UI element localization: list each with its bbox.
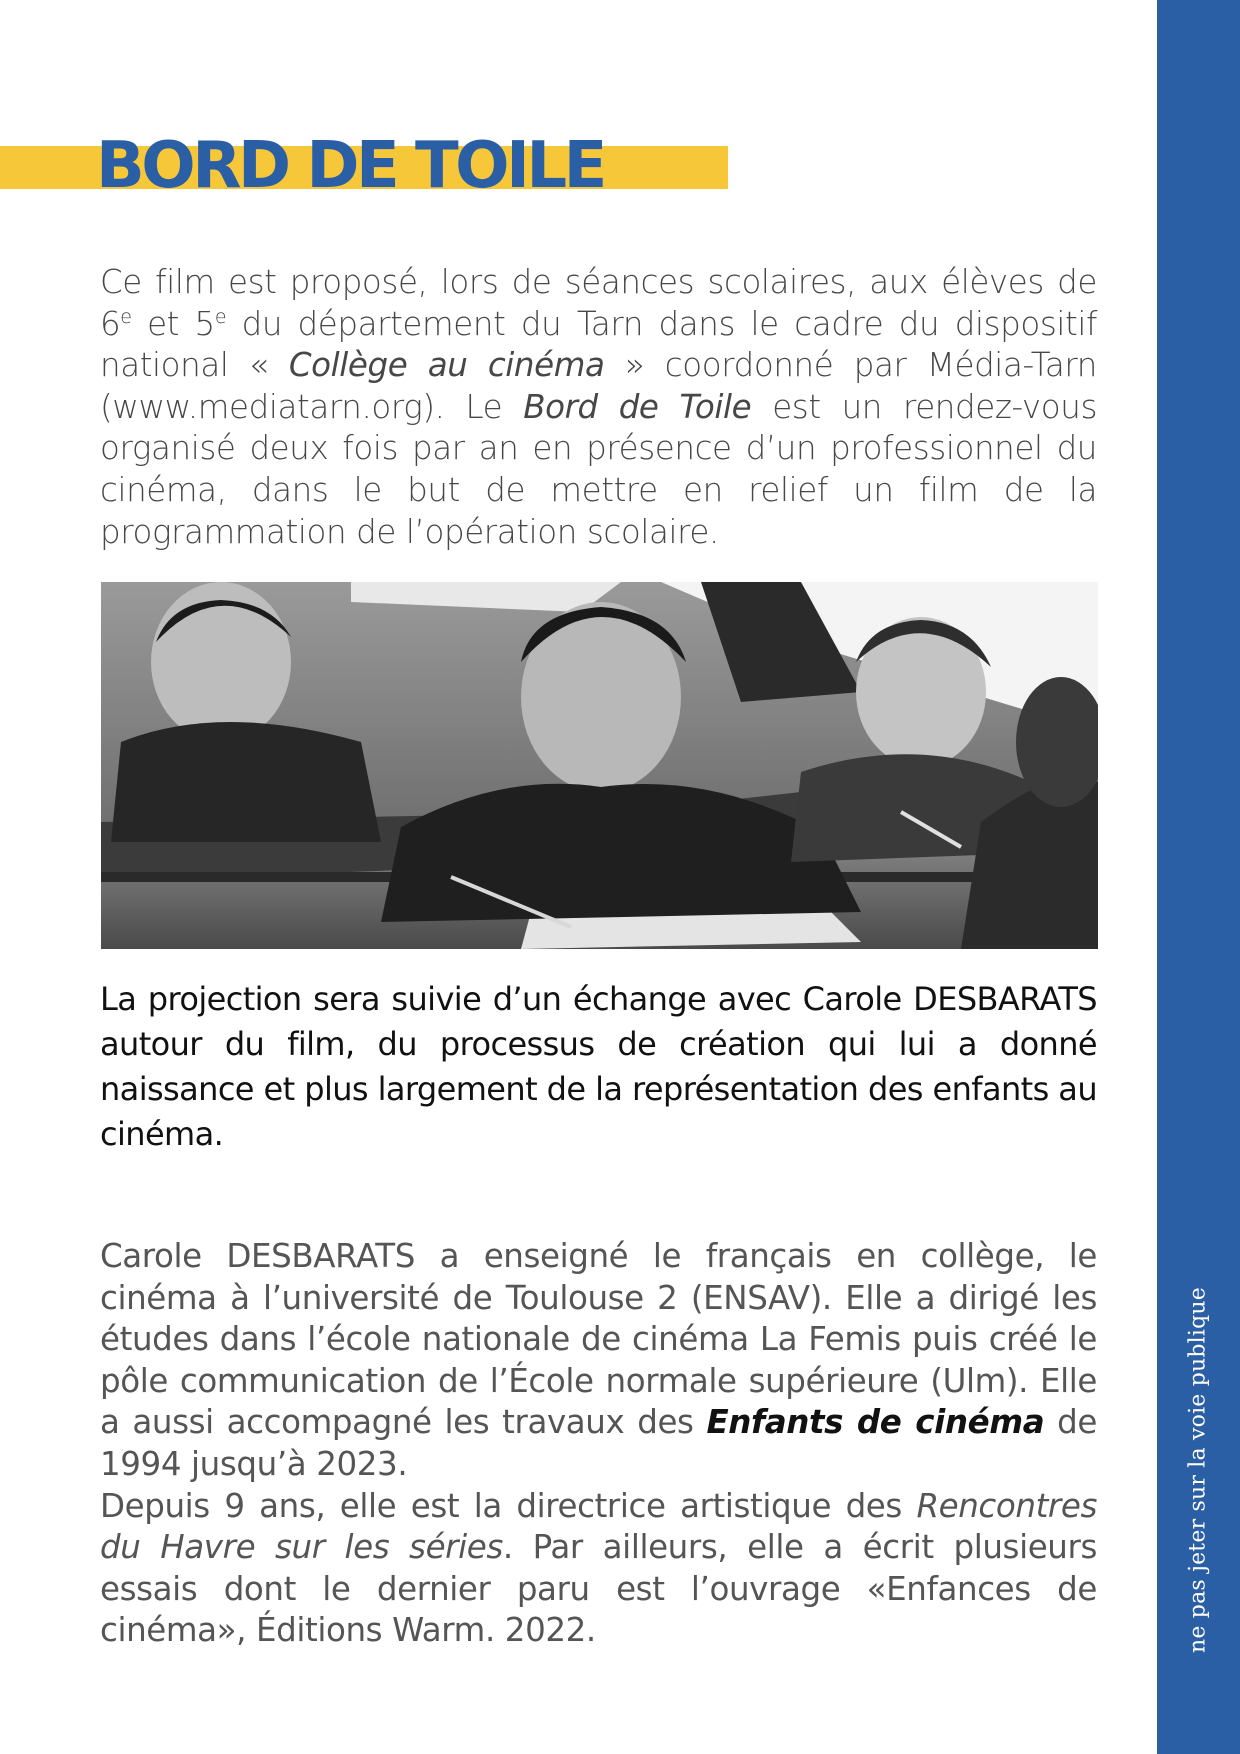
intro-text-2: et 5	[131, 304, 215, 343]
speaker-bio	[100, 1236, 1097, 1652]
bio-text-1b: de 1994 jusqu’à 2023.	[100, 1403, 1097, 1483]
intro-sup-2: e	[214, 305, 227, 328]
bio-text-1a: Carole DESBARATS a enseigné le français en collège, le cinéma à l’université de Toulouse 2 (ENSAV). Elle a dirigé les études dans l’école nationale de cinéma La Femis puis créé le pôle communication de l’École normale supérieure (Ulm). Elle a aussi accompagné les travaux des	[100, 1237, 1097, 1442]
intro-emphasis-bord: Bord de Toile	[523, 387, 752, 426]
film-still-illustration	[101, 582, 1098, 949]
intro-text-4: » coordonné par Média-Tarn (www.mediatarn.org). Le	[100, 346, 1097, 426]
intro-text-3: du département du Tarn dans le cadre du dispositif national «	[100, 304, 1098, 385]
intro-paragraph	[100, 262, 1097, 553]
side-band-text: ne pas jeter sur la voie publique	[1185, 1287, 1211, 1653]
intro-text-5: est un rendez-vous organisé deux fois par an en présence d’un professionnel du cinéma, dans le but de mettre en relief un film de la programmation de l’opération scolaire.	[100, 387, 1097, 551]
film-still-photo	[101, 582, 1098, 949]
page-title: BORD DE TOILE	[96, 129, 604, 203]
bio-text-2b: . Par ailleurs, elle a écrit plusieurs essais dont le dernier paru est l’ouvrage «Enfances de cinéma», Éditions Warm. 2022.	[100, 1528, 1097, 1650]
intro-emphasis-college: Collège au cinéma	[288, 346, 605, 385]
bio-paragraph-1	[100, 1236, 1097, 1486]
bio-emphasis-enfants: Enfants de cinéma	[706, 1403, 1045, 1442]
intro-text-1: Ce film est proposé, lors de séances scolaires, aux élèves de 6	[100, 263, 1097, 343]
bio-text-2a: Depuis 9 ans, elle est la directrice artistique des	[100, 1486, 917, 1525]
bio-paragraph-2	[100, 1486, 1097, 1652]
intro-sup-1: e	[120, 305, 132, 328]
event-highlight-paragraph: La projection sera suivie d’un échange avec Carole DESBARATS autour du film, du processus de création qui lui a donné naissance et plus largement de la représentation des enfants au cinéma.	[100, 980, 1097, 1153]
bio-emphasis-rencontres: Rencontres du Havre sur les séries	[100, 1486, 1097, 1567]
